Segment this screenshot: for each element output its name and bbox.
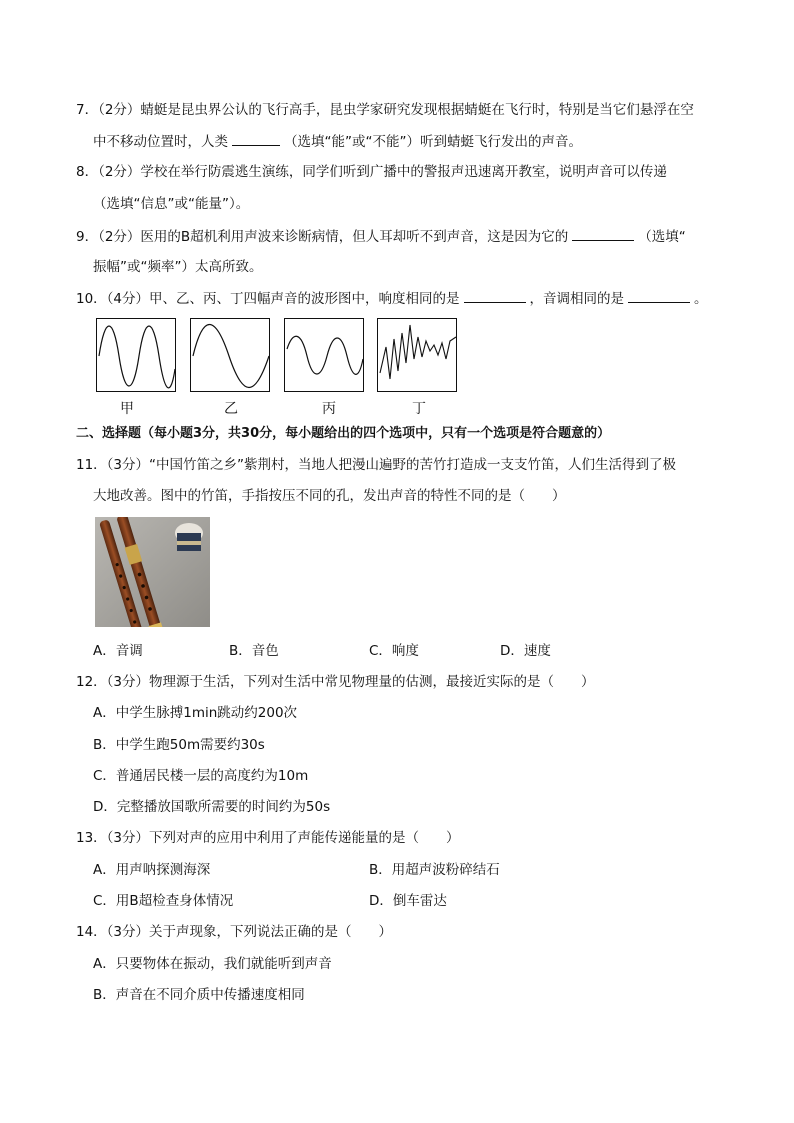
waveform-label-jia: 甲 — [120, 401, 134, 417]
waveform-bing-curve — [287, 336, 363, 374]
waveform-jia-svg — [97, 319, 177, 393]
q9-line1-end: （选填“ — [638, 229, 686, 245]
waveform-ding-curve — [380, 325, 456, 379]
q11-option-c[interactable]: C．响度 — [369, 643, 419, 659]
q11-line2: 大地改善。图中的竹笛，手指按压不同的孔，发出声音的特性不同的是（ ） — [93, 488, 566, 504]
q7-line2-start: 中不移动位置时，人类 — [93, 134, 228, 150]
waveform-yi-curve — [193, 325, 269, 388]
q8-line1: 8．（2分）学校在举行防震逃生演练，同学们听到广播中的警报声迅速离开教室，说明声音可以传递 — [76, 164, 667, 180]
q14-option-a[interactable]: A．只要物体在振动，我们就能听到声音 — [93, 956, 332, 972]
flute-holder-band — [177, 541, 201, 545]
q12-option-a[interactable]: A．中学生脉搏1min跳动约200次 — [93, 705, 298, 721]
waveform-bing-svg — [285, 319, 365, 393]
q10-line1-end: 。 — [694, 291, 708, 307]
q13-option-d[interactable]: D．倒车雷达 — [369, 893, 447, 909]
waveform-label-bing: 丙 — [322, 401, 336, 417]
q9-answer-blank[interactable] — [572, 226, 634, 241]
waveform-label-yi: 乙 — [224, 401, 238, 417]
waveform-jia — [96, 318, 176, 392]
bamboo-flute-photo — [95, 517, 210, 627]
q9-line1-start: 9．（2分）医用的B超机利用声波来诊断病情，但人耳却听不到声音，这是因为它的 — [76, 229, 569, 245]
waveform-yi — [190, 318, 270, 392]
q13-option-b[interactable]: B．用超声波粉碎结石 — [369, 862, 500, 878]
section-2-heading: 二、选择题（每小题3分，共30分，每小题给出的四个选项中，只有一个选项是符合题意的） — [76, 426, 611, 441]
q14-line1: 14．（3分）关于声现象，下列说法正确的是（ ） — [76, 924, 393, 940]
waveform-jia-curve — [99, 326, 175, 388]
q12-option-b[interactable]: B．中学生跑50m需要约30s — [93, 737, 265, 753]
q7-line2 — [93, 131, 582, 152]
q12-option-c[interactable]: C．普通居民楼一层的高度约为10m — [93, 768, 309, 784]
waveform-ding — [377, 318, 457, 392]
q9-line1 — [76, 226, 686, 247]
q10-line1 — [76, 288, 708, 309]
q13-option-c[interactable]: C．用B超检查身体情况 — [93, 893, 234, 909]
q11-option-b[interactable]: B．音色 — [229, 643, 279, 659]
bamboo-flute-illustration — [95, 517, 210, 627]
q7-line1: 7．（2分）蜻蜓是昆虫界公认的飞行高手，昆虫学家研究发现根据蜻蜓在飞行时，特别是当它们悬浮在空 — [76, 102, 694, 118]
q12-option-d[interactable]: D．完整播放国歌所需要的时间约为50s — [93, 799, 331, 815]
q10-line1-mid: ，音调相同的是 — [529, 291, 625, 307]
q7-answer-blank[interactable] — [232, 131, 280, 146]
q10-answer-blank-2[interactable] — [628, 288, 690, 303]
waveform-label-ding: 丁 — [412, 401, 426, 417]
q9-line2: 振幅”或“频率”）太高所致。 — [93, 259, 263, 275]
q7-line2-end: （选填“能”或“不能”）听到蜻蜓飞行发出的声音。 — [284, 134, 582, 150]
q8-line2: （选填“信息”或“能量”）。 — [93, 196, 250, 212]
q13-option-a[interactable]: A．用声呐探测海深 — [93, 862, 211, 878]
waveform-ding-svg — [378, 319, 458, 393]
q12-line1: 12．（3分）物理源于生活，下列对生活中常见物理量的估测，最接近实际的是（ ） — [76, 674, 595, 690]
q11-option-a[interactable]: A．音调 — [93, 643, 143, 659]
waveform-yi-svg — [191, 319, 271, 393]
q13-line1: 13．（3分）下列对声的应用中利用了声能传递能量的是（ ） — [76, 830, 460, 846]
q14-option-b[interactable]: B．声音在不同介质中传播速度相同 — [93, 987, 305, 1003]
q10-line1-start: 10．（4分）甲、乙、丙、丁四幅声音的波形图中，响度相同的是 — [76, 291, 460, 307]
q10-answer-blank-1[interactable] — [464, 288, 526, 303]
q11-option-d[interactable]: D．速度 — [500, 643, 551, 659]
q11-line1: 11．（3分）“中国竹笛之乡”紫荆村，当地人把漫山遍野的苦竹打造成一支支竹笛，人们生活得到了极 — [76, 457, 677, 473]
waveform-bing — [284, 318, 364, 392]
